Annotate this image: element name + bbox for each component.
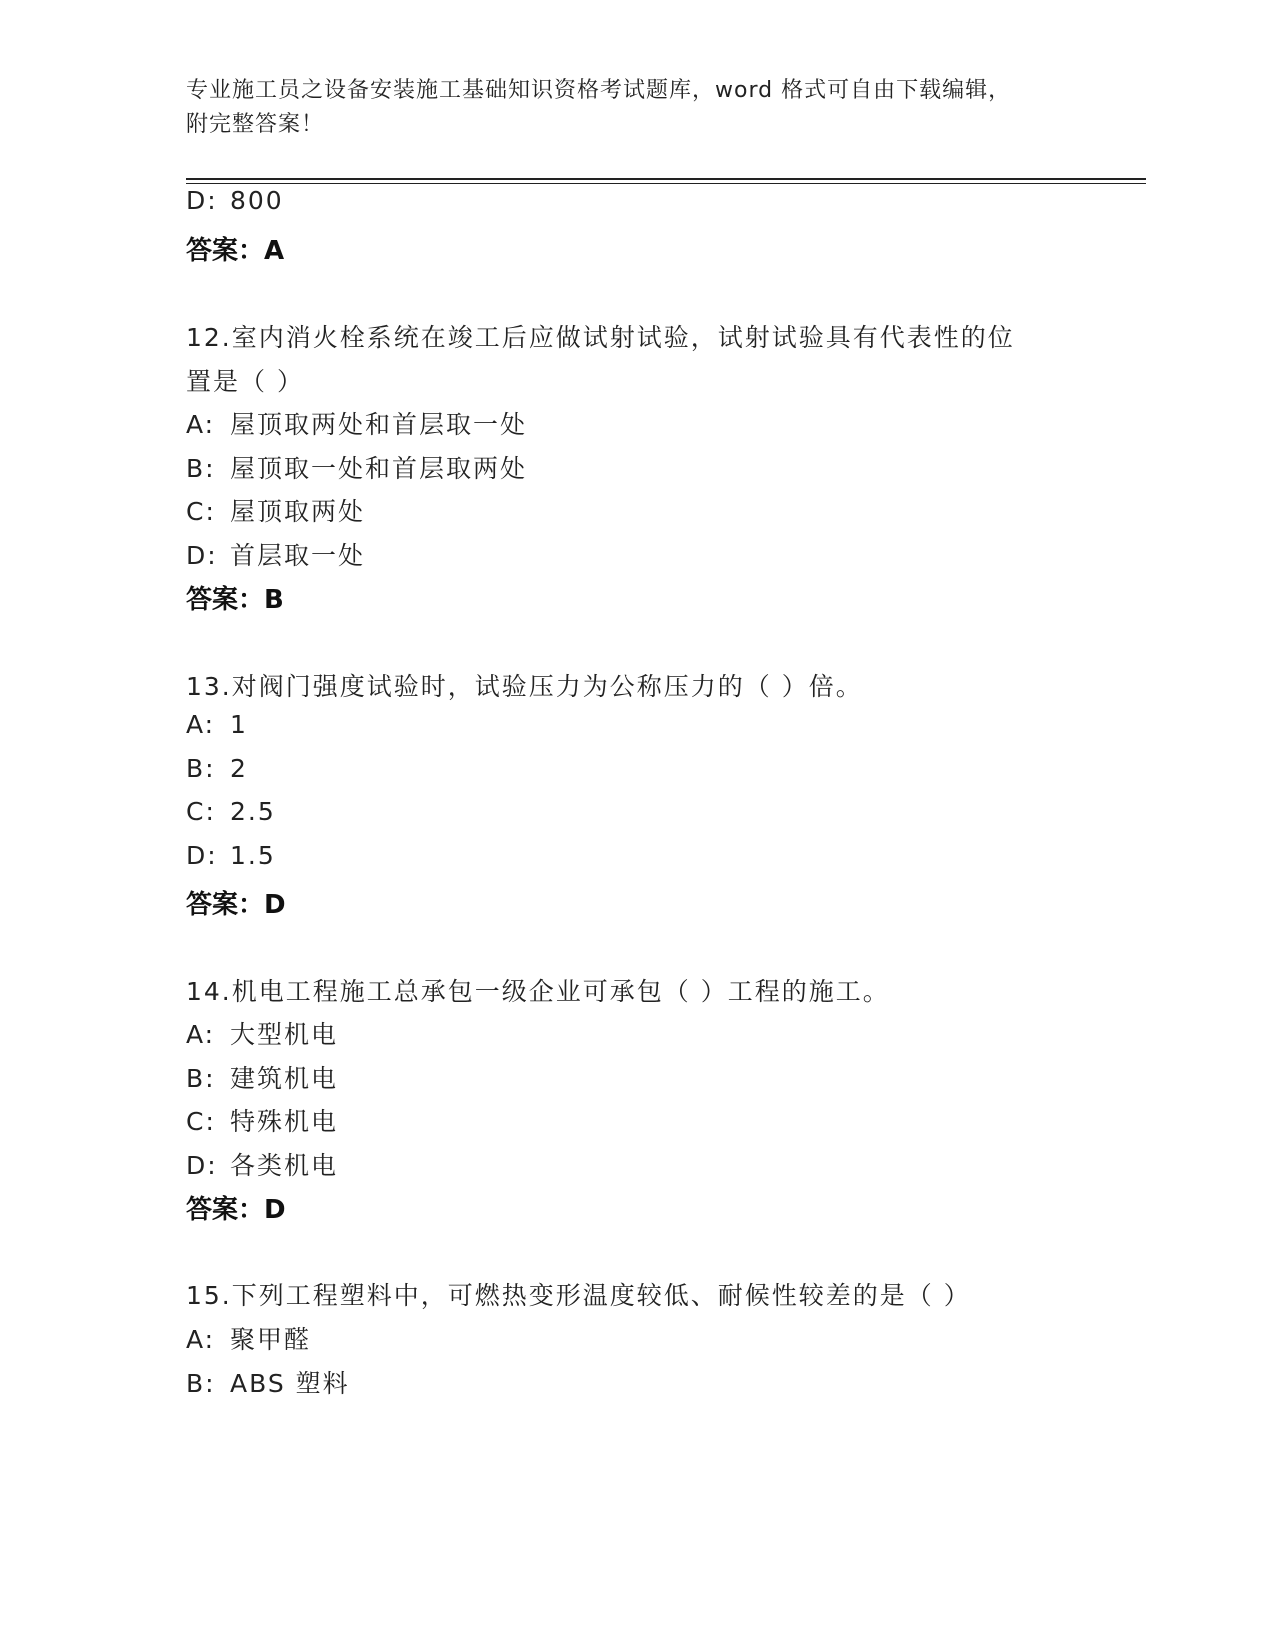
- option-text: 2: [230, 754, 248, 783]
- q12-option-c: [186, 492, 365, 528]
- option-text: 建筑机电: [230, 1064, 339, 1093]
- q13-option-d: [186, 841, 276, 870]
- option-letter: B:: [186, 454, 216, 483]
- q14-option-c: [186, 1102, 338, 1138]
- option-text: 特殊机电: [230, 1107, 339, 1136]
- option-letter: A:: [186, 1020, 216, 1049]
- q14-answer: 答案：D: [186, 1195, 286, 1225]
- header-line-2: 附完整答案！: [186, 112, 325, 137]
- q13-option-c: [186, 797, 276, 826]
- option-letter: D:: [186, 841, 218, 870]
- option-letter: D:: [186, 186, 218, 215]
- option-text: 首层取一处: [230, 541, 366, 570]
- q13-option-a: [186, 710, 248, 739]
- q13-option-b: [186, 754, 248, 783]
- prev-option-d: [186, 186, 284, 215]
- option-letter: B:: [186, 1064, 216, 1093]
- option-letter: C:: [186, 797, 216, 826]
- q15-option-b: [186, 1364, 350, 1400]
- q12-stem-line-2: 置是（ ）: [186, 367, 304, 396]
- option-text: 1: [230, 710, 248, 739]
- option-letter: D:: [186, 541, 218, 570]
- option-text: 1.5: [230, 841, 276, 870]
- prev-answer: 答案：A: [186, 236, 285, 266]
- q12-answer: 答案：B: [186, 585, 284, 615]
- option-text: 屋顶取一处和首层取两处: [230, 454, 528, 483]
- q14-stem-line-1: 14.机电工程施工总承包一级企业可承包（ ）工程的施工。: [186, 977, 890, 1006]
- q15-option-a: [186, 1320, 311, 1356]
- header-divider: [186, 178, 1146, 184]
- option-letter: C:: [186, 1107, 216, 1136]
- q15-stem-line-1: 15.下列工程塑料中，可燃热变形温度较低、耐候性较差的是（ ）: [186, 1281, 971, 1310]
- q13-answer: 答案：D: [186, 890, 286, 920]
- q12-stem-line-1: 12.室内消火栓系统在竣工后应做试射试验，试射试验具有代表性的位: [186, 323, 1015, 352]
- q14-option-a: [186, 1015, 338, 1051]
- q14-option-d: [186, 1146, 338, 1182]
- option-text: 聚甲醛: [230, 1325, 312, 1354]
- option-text: 各类机电: [230, 1151, 339, 1180]
- option-text: 2.5: [230, 797, 276, 826]
- option-letter: A:: [186, 410, 216, 439]
- option-letter: B:: [186, 754, 216, 783]
- option-letter: A:: [186, 710, 216, 739]
- option-letter: A:: [186, 1325, 216, 1354]
- q12-option-d: [186, 536, 365, 572]
- option-letter: D:: [186, 1151, 218, 1180]
- option-text: 大型机电: [230, 1020, 339, 1049]
- page-header: [186, 74, 1086, 142]
- q12-option-a: [186, 405, 527, 441]
- q13-stem-line-1: 13.对阀门强度试验时，试验压力为公称压力的（ ）倍。: [186, 672, 863, 701]
- option-text: 800: [230, 186, 284, 215]
- option-text: ABS 塑料: [230, 1369, 350, 1398]
- option-text: 屋顶取两处和首层取一处: [230, 410, 528, 439]
- option-letter: B:: [186, 1369, 216, 1398]
- option-text: 屋顶取两处: [230, 497, 366, 526]
- option-letter: C:: [186, 497, 216, 526]
- header-line-1: 专业施工员之设备安装施工基础知识资格考试题库，word 格式可自由下载编辑，: [186, 78, 1012, 103]
- q14-option-b: [186, 1059, 338, 1095]
- q12-option-b: [186, 449, 527, 485]
